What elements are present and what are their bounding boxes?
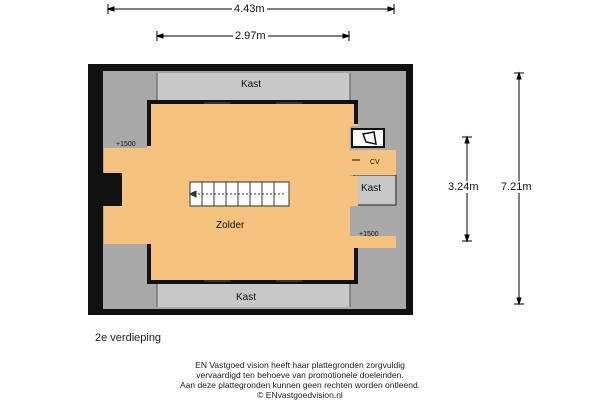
kast-bottom-label: Kast [236, 292, 257, 303]
cv-boiler [352, 129, 384, 147]
height-marker-left: +1500 [116, 141, 136, 148]
disclaimer-line: vervaardigd ten behoeve van promotionele doeleinden. [196, 370, 404, 380]
wall-niche [103, 173, 122, 206]
cv-label: CV [370, 159, 380, 166]
height-marker-right: +1500 [359, 231, 379, 238]
kast-top-label: Kast [241, 79, 262, 90]
disclaimer [60, 360, 540, 400]
inner-width-label: 2.97m [235, 30, 266, 42]
disclaimer-line: Aan deze plattegronden kunnen geen rechten worden ontleend. [179, 380, 421, 390]
overall-width-label: 4.43m [234, 3, 265, 15]
zolder-label: Zolder [216, 220, 245, 231]
overall-height-label: 7.21m [501, 181, 532, 193]
floor-label: 2e verdieping [95, 332, 162, 344]
staircase-icon [190, 182, 289, 206]
kast-right-label: Kast [361, 183, 382, 194]
copyright: © ENvastgoedvision.nl [257, 390, 343, 400]
disclaimer-line: EN Vastgoed vision heeft haar plattegronden zorgvuldig [195, 360, 405, 370]
partial-height-label: 3.24m [448, 181, 479, 193]
